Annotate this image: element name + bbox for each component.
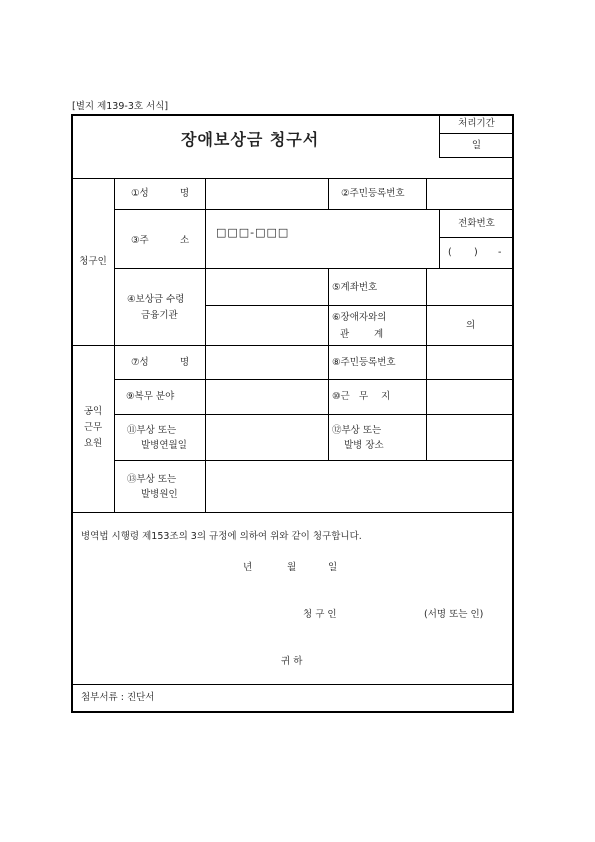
worker-section-label-2: 근무 bbox=[83, 422, 103, 433]
service-field[interactable] bbox=[206, 380, 327, 413]
form-label: [별지 제139-3호 서식] bbox=[72, 101, 169, 112]
injury-date-label-1: ⑪부상 또는 bbox=[127, 425, 177, 436]
name-field[interactable] bbox=[206, 179, 327, 208]
injury-place-label-2: 발병 장소 bbox=[344, 440, 384, 451]
address-label-end: 소 bbox=[180, 235, 190, 246]
worker-name-field[interactable] bbox=[206, 346, 327, 378]
bank-label-line2: 금융기관 bbox=[141, 310, 178, 321]
claimant-row1-bottom bbox=[114, 209, 514, 210]
attachments-label: 첨부서류 : 진단서 bbox=[81, 692, 155, 703]
signature-note[interactable]: (서명 또는 인) bbox=[424, 609, 484, 620]
phone-dash: - bbox=[498, 247, 502, 258]
injury-place-label-1: ⑫부상 또는 bbox=[332, 425, 382, 436]
injury-place-field[interactable] bbox=[427, 415, 511, 459]
worker-section-label-3: 요원 bbox=[83, 438, 103, 449]
attendance-label-b: 무 bbox=[359, 391, 369, 402]
relation-value[interactable]: 의 bbox=[466, 320, 476, 331]
worker-section-label-1: 공익 bbox=[83, 406, 103, 417]
attachments-top-line bbox=[71, 684, 514, 685]
worker-name-label-start: ⑦성 bbox=[131, 357, 149, 368]
address-label-start: ③주 bbox=[131, 235, 149, 246]
injury-date-label-2: 발병연월일 bbox=[141, 440, 187, 451]
outer-border-top bbox=[71, 114, 514, 116]
cause-label-2: 발병원인 bbox=[141, 489, 178, 500]
worker-section-bottom bbox=[71, 512, 514, 513]
attendance-label-a: ⑩근 bbox=[332, 391, 350, 402]
account-left-line bbox=[328, 268, 329, 345]
relation-label-line1: ⑥장애자와의 bbox=[332, 312, 387, 323]
form-title: 장애보상금 청구서 bbox=[181, 130, 320, 149]
cause-field[interactable] bbox=[206, 461, 511, 511]
account-field[interactable] bbox=[427, 269, 511, 304]
outer-border-bottom bbox=[71, 711, 514, 713]
name-label-start: ①성 bbox=[131, 188, 149, 199]
claimant-section-label: 청구인 bbox=[79, 256, 107, 267]
worker-rrn-field[interactable] bbox=[427, 346, 511, 378]
attendance-label-c: 지 bbox=[381, 391, 391, 402]
bank-label-line1: ④보상금 수령 bbox=[127, 294, 185, 305]
worker-rrn-label: ⑧주민등록번호 bbox=[332, 357, 396, 368]
rrn-left-line bbox=[328, 178, 329, 209]
bank-field[interactable] bbox=[206, 269, 327, 344]
phone-close-paren: ) bbox=[474, 247, 478, 258]
injury-date-field[interactable] bbox=[206, 415, 327, 459]
date-year: 년 bbox=[243, 562, 253, 573]
name-label-end: 명 bbox=[180, 188, 190, 199]
service-label: ⑨복무 분야 bbox=[126, 391, 175, 402]
recipient-label: 귀 하 bbox=[281, 656, 303, 667]
address-postcode[interactable]: □□□-□□□ bbox=[216, 226, 290, 239]
declaration-text: 병역법 시행령 제153조의 3의 규정에 의하여 위와 같이 청구합니다. bbox=[81, 531, 362, 542]
processing-label: 처리기간 bbox=[458, 118, 495, 129]
rrn-field[interactable] bbox=[427, 179, 511, 208]
relation-label-line2a: 관 bbox=[340, 329, 350, 340]
processing-box-bottom bbox=[439, 157, 514, 158]
phone-open-paren: ( bbox=[448, 247, 452, 258]
phone-label: 전화번호 bbox=[458, 218, 495, 229]
relation-label-line2b: 계 bbox=[374, 329, 384, 340]
processing-value: 일 bbox=[471, 140, 482, 151]
account-label: ⑤계좌번호 bbox=[332, 282, 378, 293]
claimant-sign-label: 청 구 인 bbox=[303, 609, 337, 620]
rrn-label: ②주민등록번호 bbox=[341, 188, 405, 199]
worker-name-label-end: 명 bbox=[180, 357, 190, 368]
phone-mid-line bbox=[439, 237, 514, 238]
date-month: 월 bbox=[287, 562, 297, 573]
attendance-field[interactable] bbox=[427, 380, 511, 413]
date-day: 일 bbox=[328, 562, 338, 573]
processing-box-mid bbox=[439, 133, 514, 134]
worker-mid-line bbox=[328, 345, 329, 460]
cause-label-1: ⑬부상 또는 bbox=[127, 474, 177, 485]
